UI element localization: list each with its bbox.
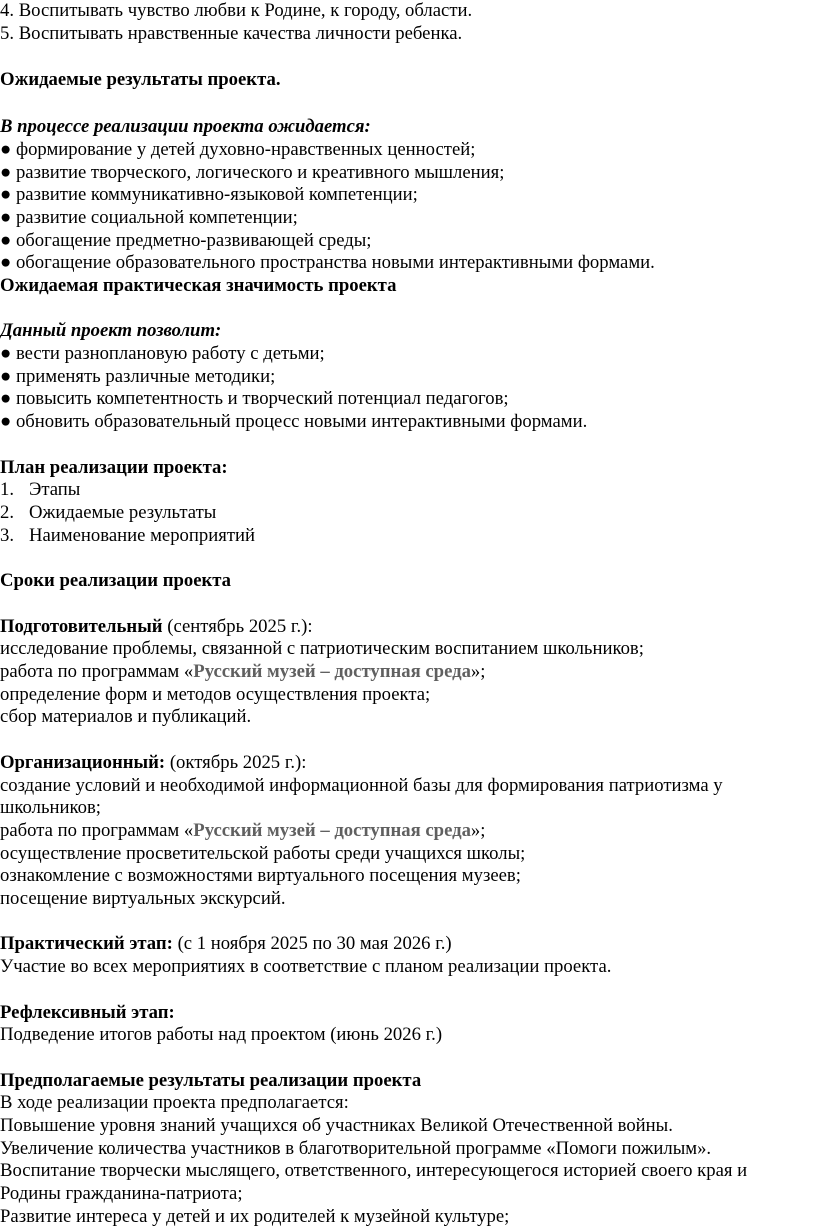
stage-org-title-line: [0, 752, 306, 775]
expected-item: ● формирование у детей духовно-нравственных ценностей;: [0, 139, 476, 160]
practical-item: ● применять различные методики;: [0, 366, 276, 387]
stage-org-title: Организационный:: [0, 752, 166, 773]
plan-item-text: Наименование мероприятий: [29, 525, 256, 546]
expected-subheading: В процессе реализации проекта ожидается:: [0, 116, 371, 137]
stage-prep-line: исследование проблемы, связанной с патриотическим воспитанием школьников;: [0, 638, 644, 659]
practical-value-heading: Ожидаемая практическая значимость проекта: [0, 275, 397, 296]
stage-org-period: (октябрь 2025 г.):: [165, 752, 307, 773]
expected-item: ● обогащение образовательного пространства новыми интерактивными формами.: [0, 252, 655, 273]
program-name: Русский музей – доступная среда: [193, 661, 471, 682]
plan-item: [0, 502, 216, 525]
stage-prep-period: (сентябрь 2025 г.):: [162, 616, 313, 637]
stage-prep-title-line: [0, 616, 313, 639]
practical-item: ● вести разноплановую работу с детьми;: [0, 343, 325, 364]
program-prefix: работа по программам «: [0, 661, 194, 682]
goal-4: 4. Воспитывать чувство любви к Родине, к городу, области.: [0, 0, 473, 21]
goal-5: 5. Воспитывать нравственные качества личности ребенка.: [0, 23, 463, 44]
program-prefix: работа по программам «: [0, 820, 194, 841]
stage-prep-line: определение форм и методов осуществления проекта;: [0, 684, 431, 705]
stage-reflect-title: Рефлексивный этап:: [0, 1002, 175, 1023]
results-line: Развитие интереса у детей и их родителей к музейной культуре;: [0, 1206, 510, 1227]
stage-practice-period: (с 1 ноября 2025 по 30 мая 2026 г.): [172, 933, 452, 954]
results-heading: Предполагаемые результаты реализации проекта: [0, 1070, 422, 1091]
practical-item: ● обновить образовательный процесс новыми интерактивными формами.: [0, 411, 588, 432]
stage-org-line: посещение виртуальных экскурсий.: [0, 888, 286, 909]
results-line: Родины гражданина-патриота;: [0, 1183, 243, 1204]
stage-prep-title: Подготовительный: [0, 616, 163, 637]
stage-reflect-line: Подведение итогов работы над проектом (июнь 2026 г.): [0, 1024, 443, 1045]
results-line: Увеличение количества участников в благотворительной программе «Помоги пожилым».: [0, 1138, 712, 1159]
results-line: В ходе реализации проекта предполагается:: [0, 1092, 349, 1113]
plan-item-text: Этапы: [29, 479, 81, 500]
stage-org-line: осуществление просветительской работы среди учащихся школы;: [0, 843, 526, 864]
plan-item-text: Ожидаемые результаты: [29, 502, 217, 523]
expected-item: ● обогащение предметно-развивающей среды;: [0, 230, 372, 251]
stage-org-line: создание условий и необходимой информационной базы для формирования патриотизма у: [0, 775, 723, 796]
timeline-heading: Сроки реализации проекта: [0, 570, 232, 591]
program-suffix: »;: [470, 820, 486, 841]
plan-item-number: 3.: [0, 525, 15, 546]
stage-practice-title: Практический этап:: [0, 933, 173, 954]
expected-item: ● развитие социальной компетенции;: [0, 207, 298, 228]
stage-practice-line: Участие во всех мероприятиях в соответствие с планом реализации проекта.: [0, 956, 612, 977]
stage-prep-program-line: [0, 661, 485, 684]
stage-org-line: школьников;: [0, 797, 101, 818]
results-line: Повышение уровня знаний учащихся об участниках Великой Отечественной войны.: [0, 1115, 673, 1136]
expected-results-heading: Ожидаемые результаты проекта.: [0, 69, 281, 90]
program-suffix: »;: [470, 661, 486, 682]
stage-practice-title-line: [0, 933, 452, 956]
plan-item-number: 2.: [0, 502, 15, 523]
stage-prep-line: сбор материалов и публикаций.: [0, 706, 252, 727]
practical-item: ● повысить компетентность и творческий потенциал педагогов;: [0, 388, 509, 409]
expected-item: ● развитие коммуникативно-языковой компетенции;: [0, 184, 418, 205]
plan-item: [0, 479, 80, 502]
plan-item: [0, 525, 255, 548]
expected-item: ● развитие творческого, логического и креативного мышления;: [0, 162, 505, 183]
program-name: Русский музей – доступная среда: [193, 820, 471, 841]
stage-org-line: ознакомление с возможностями виртуального посещения музеев;: [0, 865, 521, 886]
results-line: Воспитание творчески мыслящего, ответственного, интересующегося историей своего края и: [0, 1160, 748, 1181]
plan-heading: План реализации проекта:: [0, 457, 228, 478]
plan-item-number: 1.: [0, 479, 15, 500]
practical-value-subheading: Данный проект позволит:: [0, 320, 222, 341]
stage-org-program-line: [0, 820, 485, 843]
